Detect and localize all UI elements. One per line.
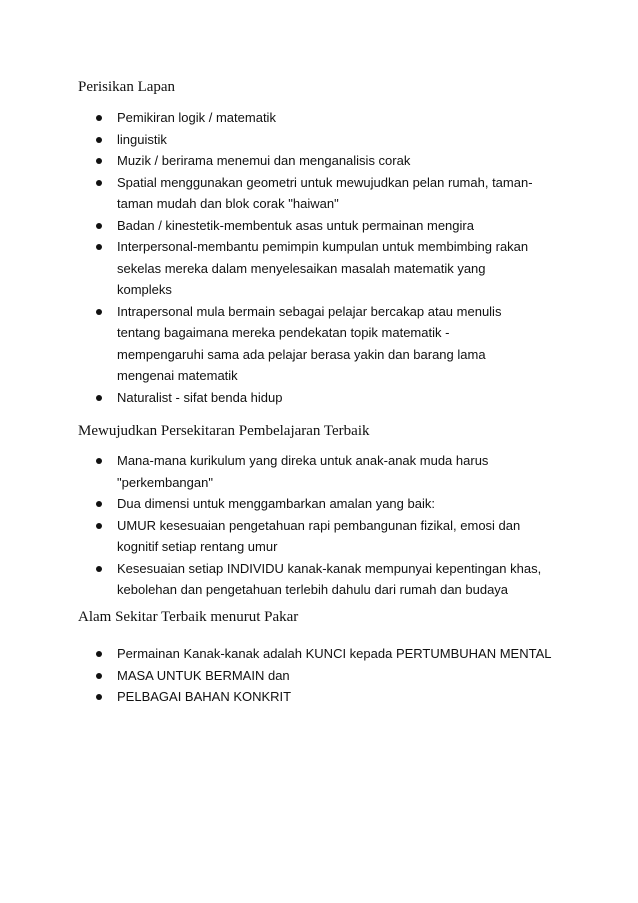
bullet-list-alam-sekitar [0, 643, 562, 708]
list-item [0, 643, 562, 665]
bullet-icon [96, 651, 102, 657]
list-item-text: PELBAGAI BAHAN KONKRIT [117, 689, 292, 704]
bullet-list-persekitaran-pembelajaran [0, 450, 562, 601]
list-item [0, 107, 562, 129]
list-item [0, 558, 562, 601]
list-item [0, 236, 562, 301]
list-item [0, 686, 562, 708]
list-item [0, 150, 562, 172]
bullet-icon [96, 523, 102, 529]
list-item-text: Badan / kinestetik-membentuk asas untuk permainan mengira [117, 217, 474, 233]
list-item-text: Spatial menggunakan geometri untuk mewujudkan pelan rumah, taman- [117, 174, 533, 190]
section-heading-persekitaran-pembelajaran: Mewujudkan Persekitaran Pembelajaran Terbaik [78, 423, 370, 439]
bullet-icon [96, 309, 102, 315]
section-heading-perisikan-lapan: Perisikan Lapan [78, 79, 176, 95]
list-item-text: Intrapersonal mula bermain sebagai pelajar bercakap atau menulis [117, 303, 502, 319]
list-item-text: mengenai matematik [117, 368, 238, 383]
section-heading-alam-sekitar: Alam Sekitar Terbaik menurut Pakar [78, 609, 299, 625]
list-item [0, 215, 562, 237]
bullet-icon [96, 694, 102, 700]
bullet-icon [96, 501, 102, 507]
list-item-text: Pemikiran logik / matematik [117, 110, 276, 125]
bullet-icon [96, 244, 102, 250]
list-item-text: Permainan Kanak-kanak adalah KUNCI kepada PERTUMBUHAN MENTAL [117, 646, 552, 661]
list-item-text: UMUR kesesuaian pengetahuan rapi pembangunan fizikal, emosi dan [117, 517, 521, 533]
list-item [0, 515, 562, 558]
list-item-text: kompleks [117, 282, 172, 297]
bullet-icon [96, 180, 102, 186]
list-item-text: Interpersonal-membantu pemimpin kumpulan untuk membimbing rakan [117, 239, 529, 254]
list-item-text: tentang bagaimana mereka pendekatan topik matematik - [117, 325, 450, 340]
bullet-icon [96, 223, 102, 229]
list-item-text: Mana-mana kurikulum yang direka untuk anak-anak muda harus [117, 453, 489, 468]
bullet-icon [96, 158, 102, 164]
list-item-text: Dua dimensi untuk menggambarkan amalan yang baik: [117, 496, 435, 511]
list-item [0, 172, 562, 215]
bullet-icon [96, 137, 102, 143]
bullet-icon [96, 395, 102, 401]
list-item [0, 493, 562, 515]
list-item-text: MASA UNTUK BERMAIN dan [117, 667, 290, 683]
list-item [0, 665, 562, 687]
list-item-text: kognitif setiap rentang umur [117, 539, 278, 554]
list-item-text: linguistik [117, 131, 167, 147]
list-item-text: taman mudah dan blok corak "haiwan" [117, 196, 339, 211]
list-item-text: kebolehan dan pengetahuan terlebih dahulu dari rumah dan budaya [117, 582, 509, 597]
list-item-text: Naturalist - sifat benda hidup [117, 389, 283, 405]
list-item [0, 301, 562, 387]
list-item-text: Kesesuaian setiap INDIVIDU kanak-kanak mempunyai kepentingan khas, [117, 560, 542, 576]
list-item [0, 387, 562, 409]
list-item-text: mempengaruhi sama ada pelajar berasa yakin dan barang lama [117, 346, 486, 362]
bullet-icon [96, 566, 102, 572]
list-item-text: "perkembangan" [117, 474, 213, 490]
list-item-text: Muzik / berirama menemui dan menganalisis corak [117, 153, 411, 168]
bullet-icon [96, 673, 102, 679]
list-item-text: sekelas mereka dalam menyelesaikan masalah matematik yang [117, 260, 486, 276]
bullet-icon [96, 115, 102, 121]
bullet-list-perisikan-lapan [0, 107, 562, 408]
list-item [0, 129, 562, 151]
bullet-icon [96, 458, 102, 464]
list-item [0, 450, 562, 493]
